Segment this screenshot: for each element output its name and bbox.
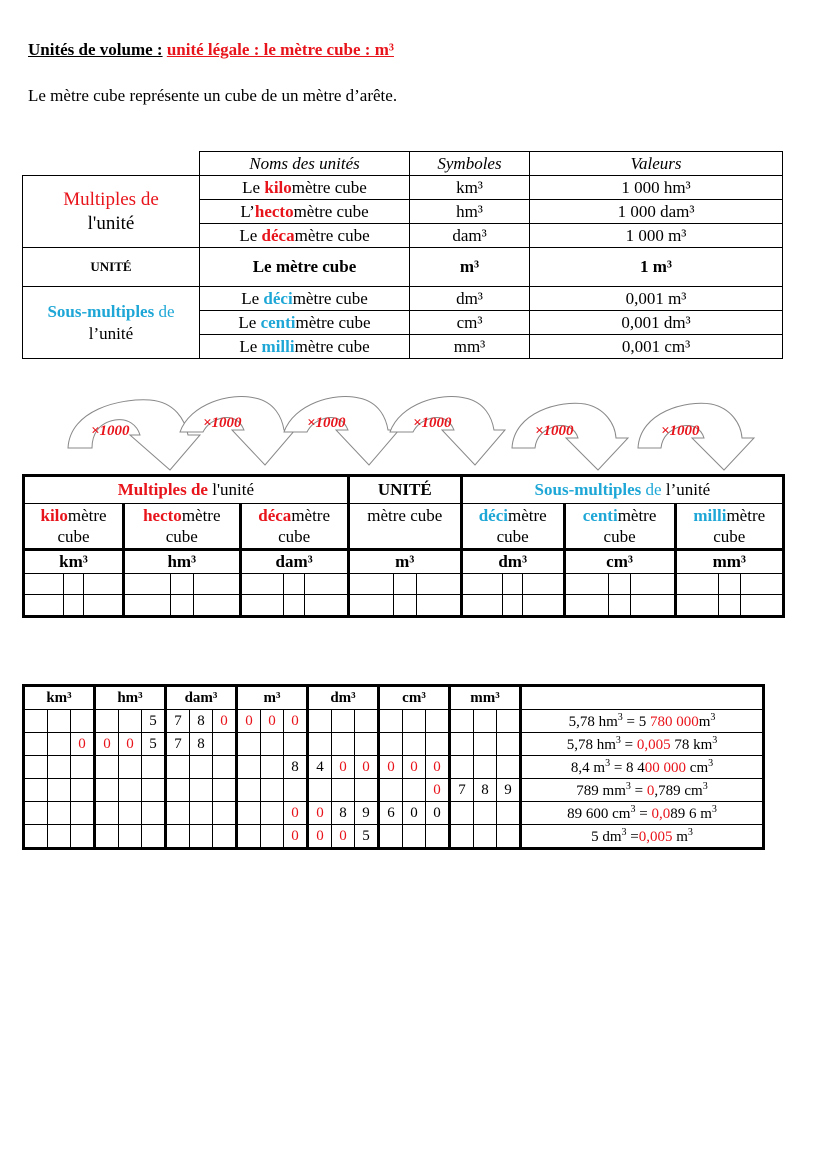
digit-cell <box>497 825 521 849</box>
digit-cell: 0 <box>284 802 308 825</box>
unit-value: 0,001 dm³ <box>530 311 783 335</box>
unit-value: 0,001 m³ <box>530 287 783 311</box>
multiples-header: Multiples de l'unité <box>24 476 349 504</box>
digit-cell: 8 <box>474 779 497 802</box>
grid-cell <box>631 574 675 595</box>
unit-symbol: cm³ <box>410 311 530 335</box>
digit-cell <box>190 779 213 802</box>
unit-name: Le décimètre cube <box>200 287 410 311</box>
digit-cell: 0 <box>403 802 426 825</box>
digit-cell <box>332 710 355 733</box>
symbol-cell: cm³ <box>564 550 675 574</box>
digit-cell: 0 <box>308 825 332 849</box>
digit-cell <box>403 733 426 756</box>
symbols-row <box>24 550 784 574</box>
grid-cell <box>718 574 740 595</box>
digit-cell: 0 <box>284 710 308 733</box>
unit-symbol: km³ <box>410 176 530 200</box>
symbol-cell: dam³ <box>240 550 348 574</box>
symbol-cell: km³ <box>24 550 124 574</box>
digit-cell <box>450 710 474 733</box>
digit-cell: 0 <box>213 710 237 733</box>
unit-value: 1 000 dam³ <box>530 200 783 224</box>
grid-cell <box>461 574 502 595</box>
digit-cell: 0 <box>426 756 450 779</box>
unit-symbol: dam³ <box>410 224 530 248</box>
names-row <box>24 504 784 550</box>
unit-name: Le kilomètre cube <box>200 176 410 200</box>
digit-cell <box>166 802 190 825</box>
grid-cell <box>564 574 608 595</box>
grid-cell <box>64 574 84 595</box>
title-prefix: Unités de volume : <box>28 40 163 59</box>
result-cell: 89 600 $cm^3 = 0,089$ 6 $m^3$ <box>521 802 764 825</box>
digit-cell <box>261 802 284 825</box>
digit-cell <box>450 802 474 825</box>
grid-cell <box>84 595 124 617</box>
digit-cell: 0 <box>71 733 95 756</box>
digit-cell <box>497 733 521 756</box>
result-cell: 5 $dm^3 =0,005$ $m^3$ <box>521 825 764 849</box>
digit-cell: 0 <box>237 710 261 733</box>
digit-cell: 0 <box>308 802 332 825</box>
example-row <box>24 756 764 779</box>
unit-header: UNITÉ <box>348 476 461 504</box>
digit-cell <box>497 802 521 825</box>
digit-cell <box>24 779 48 802</box>
unit-name: Le mètre cube <box>200 248 410 287</box>
grid-cell <box>348 595 393 617</box>
example-row <box>24 802 764 825</box>
examples-header-row <box>24 686 764 710</box>
digit-cell <box>213 756 237 779</box>
digit-cell <box>95 710 119 733</box>
digit-cell <box>355 779 379 802</box>
grid-cell <box>348 574 393 595</box>
result-cell: 789 $mm^3 = 0,789$ $cm^3$ <box>521 779 764 802</box>
digit-cell <box>426 733 450 756</box>
grid-cell <box>24 574 64 595</box>
grid-cell <box>193 595 240 617</box>
digit-cell <box>213 802 237 825</box>
example-row <box>24 733 764 756</box>
grid-cell <box>64 595 84 617</box>
arrow-label-1: ×1000 <box>91 423 130 439</box>
example-symbol-header: km³ <box>24 686 95 710</box>
example-symbol-header: cm³ <box>379 686 450 710</box>
digit-cell <box>426 825 450 849</box>
grid-cell <box>283 595 305 617</box>
unit-symbol: mm³ <box>410 335 530 359</box>
digit-cell <box>213 825 237 849</box>
digit-cell <box>213 733 237 756</box>
name-hecto: hectomètre cube <box>124 504 240 550</box>
digit-cell <box>355 710 379 733</box>
grid-cell <box>416 595 461 617</box>
grid-cell <box>283 574 305 595</box>
title-red: unité légale : le mètre cube : m³ <box>166 40 394 59</box>
digit-cell <box>48 825 71 849</box>
grid-cell <box>740 595 783 617</box>
digit-cell <box>119 710 142 733</box>
conversion-examples-table <box>22 684 765 850</box>
unit-symbol: m³ <box>410 248 530 287</box>
digit-cell: 0 <box>284 825 308 849</box>
grid-cell <box>305 574 348 595</box>
conversion-arrows <box>0 390 828 475</box>
grid-cell <box>675 595 718 617</box>
grid-cell <box>170 595 193 617</box>
digit-cell <box>474 710 497 733</box>
grid-cell <box>124 574 171 595</box>
empty-grid-row <box>24 595 784 617</box>
digit-cell <box>474 802 497 825</box>
digit-cell <box>308 710 332 733</box>
example-symbol-header: dam³ <box>166 686 237 710</box>
digit-cell: 7 <box>166 710 190 733</box>
unit-symbol: dm³ <box>410 287 530 311</box>
grid-cell <box>240 595 283 617</box>
digit-cell <box>142 779 166 802</box>
units-row-main <box>23 248 783 287</box>
digit-cell: 5 <box>355 825 379 849</box>
digit-cell <box>119 779 142 802</box>
digit-cell: 0 <box>332 756 355 779</box>
col-header-names: Noms des unités <box>200 152 410 176</box>
grid-cell <box>675 574 718 595</box>
arrow-label-6: ×1000 <box>661 423 700 439</box>
digit-cell: 5 <box>142 733 166 756</box>
digit-cell <box>119 756 142 779</box>
grid-cell <box>631 595 675 617</box>
result-cell: 8,4 $m^3 = 8$ 400 000 $cm^3$ <box>521 756 764 779</box>
unit-name: Le centimètre cube <box>200 311 410 335</box>
unit-name: Le millimètre cube <box>200 335 410 359</box>
digit-cell <box>166 779 190 802</box>
digit-cell <box>379 710 403 733</box>
digit-cell <box>379 779 403 802</box>
digit-cell: 0 <box>403 756 426 779</box>
digit-cell <box>71 756 95 779</box>
digit-cell <box>48 802 71 825</box>
symbol-cell: mm³ <box>675 550 783 574</box>
digit-cell: 0 <box>95 733 119 756</box>
digit-cell <box>261 756 284 779</box>
example-symbol-header: m³ <box>237 686 308 710</box>
digit-cell: 4 <box>308 756 332 779</box>
unit-name: Le décamètre cube <box>200 224 410 248</box>
unit-value: 1 000 m³ <box>530 224 783 248</box>
digit-cell <box>237 802 261 825</box>
group-header-row <box>24 476 784 504</box>
digit-cell <box>332 733 355 756</box>
digit-cell <box>24 733 48 756</box>
digit-cell <box>119 802 142 825</box>
digit-cell <box>474 756 497 779</box>
digit-cell <box>237 756 261 779</box>
digit-cell <box>24 710 48 733</box>
digit-cell: 7 <box>450 779 474 802</box>
grid-cell <box>305 595 348 617</box>
grid-cell <box>608 574 630 595</box>
digit-cell <box>95 802 119 825</box>
grid-cell <box>523 574 564 595</box>
digit-cell: 0 <box>426 802 450 825</box>
digit-cell <box>355 733 379 756</box>
name-centi: centimètre cube <box>564 504 675 550</box>
unit-value: 0,001 cm³ <box>530 335 783 359</box>
grid-cell <box>740 574 783 595</box>
digit-cell: 5 <box>142 710 166 733</box>
grid-cell <box>193 574 240 595</box>
digit-cell <box>379 825 403 849</box>
grid-cell <box>393 595 416 617</box>
submultiples-group-label: Sous-multiples de l’unité <box>23 287 200 359</box>
digit-cell <box>474 825 497 849</box>
digit-cell <box>142 825 166 849</box>
example-row <box>24 710 764 733</box>
unit-group-label: UNITÉ <box>23 248 200 287</box>
digit-cell <box>308 779 332 802</box>
grid-cell <box>416 574 461 595</box>
arrow-label-5: ×1000 <box>535 423 574 439</box>
grid-cell <box>523 595 564 617</box>
result-cell: 5,78 $hm^3 = 5$ 780 $000m^3$ <box>521 710 764 733</box>
digit-cell <box>237 779 261 802</box>
digit-cell <box>497 710 521 733</box>
digit-cell <box>142 756 166 779</box>
digit-cell <box>71 802 95 825</box>
digit-cell: 6 <box>379 802 403 825</box>
digit-cell <box>48 756 71 779</box>
digit-cell <box>450 825 474 849</box>
name-milli: millimètre cube <box>675 504 783 550</box>
grid-cell <box>461 595 502 617</box>
digit-cell <box>237 825 261 849</box>
digit-cell <box>284 733 308 756</box>
digit-cell <box>166 756 190 779</box>
units-table <box>22 151 783 359</box>
col-header-symbols: Symboles <box>410 152 530 176</box>
digit-cell <box>166 825 190 849</box>
digit-cell <box>71 825 95 849</box>
grid-cell <box>608 595 630 617</box>
symbol-cell: hm³ <box>124 550 240 574</box>
curved-arrow-icon <box>68 400 200 470</box>
digit-cell <box>71 779 95 802</box>
digit-cell: 0 <box>261 710 284 733</box>
digit-cell <box>24 802 48 825</box>
digit-cell: 0 <box>426 779 450 802</box>
digit-cell <box>119 825 142 849</box>
digit-cell <box>261 779 284 802</box>
grid-cell <box>393 574 416 595</box>
digit-cell <box>403 825 426 849</box>
units-row <box>23 287 783 311</box>
arrow-label-2: ×1000 <box>203 415 242 431</box>
digit-cell <box>71 710 95 733</box>
digit-cell <box>95 825 119 849</box>
grid-cell <box>240 574 283 595</box>
digit-cell: 8 <box>284 756 308 779</box>
page-title <box>28 40 394 60</box>
digit-cell <box>48 710 71 733</box>
unit-value: 1 000 hm³ <box>530 176 783 200</box>
grid-cell <box>84 574 124 595</box>
digit-cell <box>426 710 450 733</box>
digit-cell <box>95 779 119 802</box>
digit-cell <box>190 825 213 849</box>
digit-cell <box>308 733 332 756</box>
digit-cell: 7 <box>166 733 190 756</box>
example-symbol-header: hm³ <box>95 686 166 710</box>
units-table-header <box>23 152 783 176</box>
digit-cell: 8 <box>190 733 213 756</box>
digit-cell <box>48 779 71 802</box>
digit-cell <box>403 779 426 802</box>
digit-cell: 0 <box>379 756 403 779</box>
digit-cell <box>261 825 284 849</box>
digit-cell: 0 <box>355 756 379 779</box>
digit-cell <box>213 779 237 802</box>
grid-cell <box>718 595 740 617</box>
arrow-label-3: ×1000 <box>307 415 346 431</box>
example-symbol-header: mm³ <box>450 686 521 710</box>
digit-cell <box>48 733 71 756</box>
result-header <box>521 686 764 710</box>
name-kilo: kilomètre cube <box>24 504 124 550</box>
digit-cell: 0 <box>332 825 355 849</box>
grid-cell <box>170 574 193 595</box>
digit-cell <box>24 756 48 779</box>
unit-value: 1 m³ <box>530 248 783 287</box>
grid-cell <box>502 595 523 617</box>
digit-cell <box>261 733 284 756</box>
units-row <box>23 176 783 200</box>
conversion-grid <box>22 474 785 618</box>
example-symbol-header: dm³ <box>308 686 379 710</box>
digit-cell <box>379 733 403 756</box>
symbol-cell: m³ <box>348 550 461 574</box>
grid-cell <box>564 595 608 617</box>
digit-cell: 9 <box>497 779 521 802</box>
digit-cell <box>24 825 48 849</box>
grid-cell <box>24 595 64 617</box>
digit-cell <box>450 756 474 779</box>
arrow-label-4: ×1000 <box>413 415 452 431</box>
grid-cell <box>502 574 523 595</box>
col-header-values: Valeurs <box>530 152 783 176</box>
digit-cell <box>190 756 213 779</box>
digit-cell: 0 <box>119 733 142 756</box>
digit-cell <box>332 779 355 802</box>
digit-cell: 9 <box>355 802 379 825</box>
name-deca: décamètre cube <box>240 504 348 550</box>
digit-cell <box>142 802 166 825</box>
empty-grid-row <box>24 574 784 595</box>
unit-name: L’hectomètre cube <box>200 200 410 224</box>
submultiples-header: Sous-multiples de l’unité <box>461 476 783 504</box>
digit-cell <box>403 710 426 733</box>
digit-cell <box>237 733 261 756</box>
grid-cell <box>124 595 171 617</box>
digit-cell <box>95 756 119 779</box>
digit-cell <box>450 733 474 756</box>
digit-cell <box>474 733 497 756</box>
digit-cell <box>190 802 213 825</box>
example-row <box>24 779 764 802</box>
multiples-group-label: Multiples de l'unité <box>23 176 200 248</box>
digit-cell: 8 <box>190 710 213 733</box>
intro-text: Le mètre cube représente un cube de un mètre d’arête. <box>28 86 398 105</box>
symbol-cell: dm³ <box>461 550 564 574</box>
example-row <box>24 825 764 849</box>
digit-cell: 8 <box>332 802 355 825</box>
unit-symbol: hm³ <box>410 200 530 224</box>
name-deci: décimètre cube <box>461 504 564 550</box>
digit-cell <box>284 779 308 802</box>
digit-cell <box>497 756 521 779</box>
result-cell: 5,78 $hm^3 = 0,005$ 78 $km^3$ <box>521 733 764 756</box>
name-metre: mètre cube <box>348 504 461 550</box>
